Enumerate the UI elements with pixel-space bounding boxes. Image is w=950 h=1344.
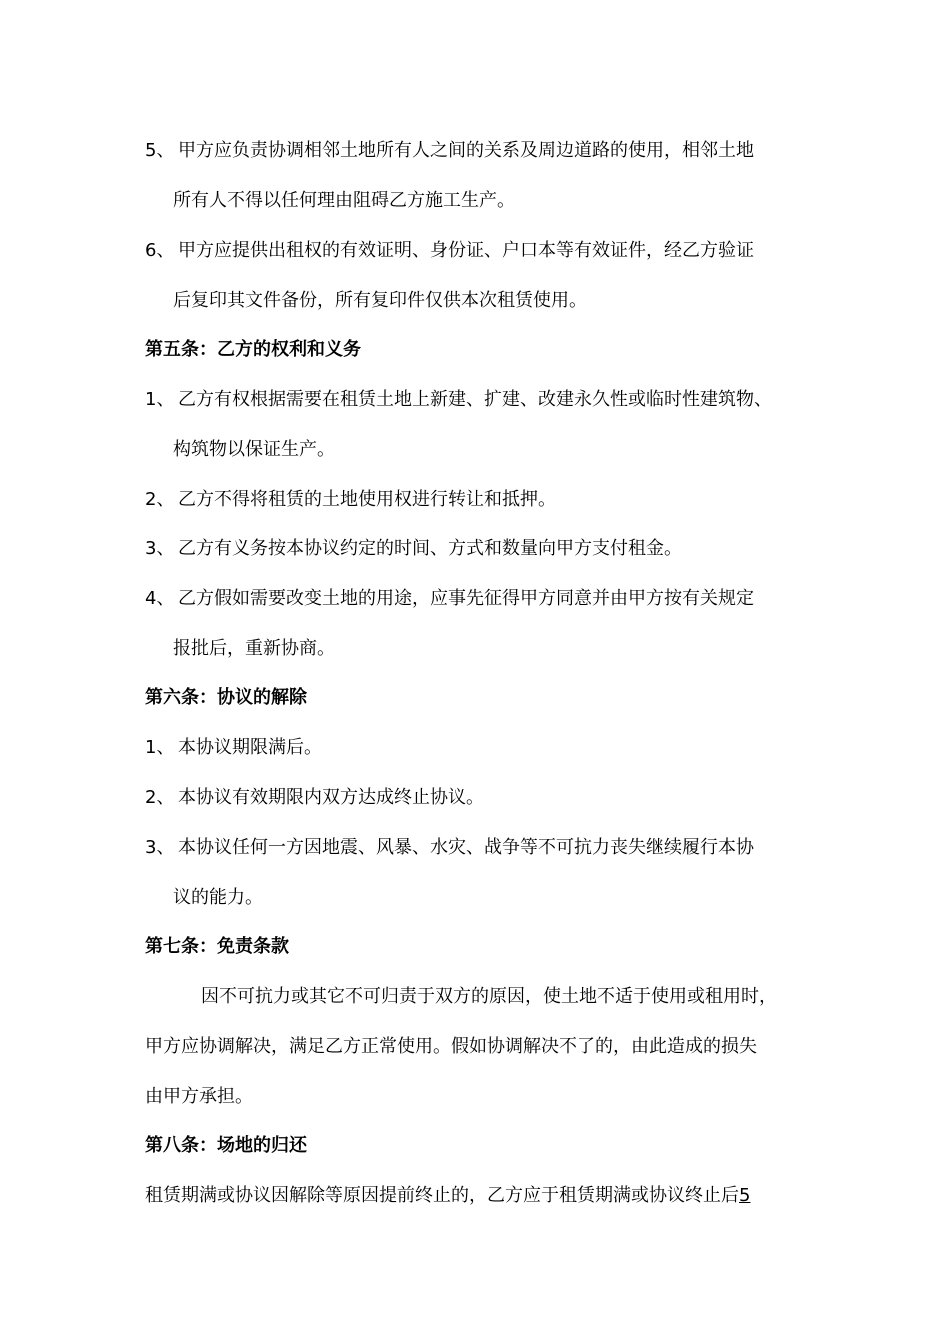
paragraph-line: 因不可抗力或其它不可归责于双方的原因，使土地不适于使用或租用时， <box>201 986 777 1007</box>
list-item <box>145 388 772 412</box>
paragraph-line <box>145 1184 750 1208</box>
list-item <box>145 587 754 611</box>
item-text: 乙方假如需要改变土地的用途，应事先征得甲方同意并由甲方按有关规定 <box>178 588 754 609</box>
section-heading: 第五条：乙方的权利和义务 <box>145 339 361 360</box>
underlined-number: 5 <box>739 1185 751 1206</box>
list-item-continuation: 议的能力。 <box>173 887 263 908</box>
item-text: 甲方应提供出租权的有效证明、身份证、户口本等有效证件，经乙方验证 <box>178 240 754 261</box>
item-text: 乙方有义务按本协议约定的时间、方式和数量向甲方支付租金。 <box>178 538 682 559</box>
item-number: 1、 <box>145 389 175 410</box>
item-number: 2、 <box>145 787 175 808</box>
list-item-continuation: 所有人不得以任何理由阻碍乙方施工生产。 <box>173 190 515 211</box>
list-item-continuation: 构筑物以保证生产。 <box>173 439 335 460</box>
list-item <box>145 239 754 263</box>
item-number: 1、 <box>145 737 175 758</box>
section-heading: 第六条：协议的解除 <box>145 687 307 708</box>
item-number: 6、 <box>145 240 175 261</box>
item-text: 本协议有效期限内双方达成终止协议。 <box>178 787 484 808</box>
item-number: 3、 <box>145 837 175 858</box>
paragraph-line: 甲方应协调解决，满足乙方正常使用。假如协调解决不了的，由此造成的损失 <box>145 1036 757 1057</box>
section-heading: 第八条：场地的归还 <box>145 1135 307 1156</box>
list-item-continuation: 报批后，重新协商。 <box>173 638 335 659</box>
item-number: 2、 <box>145 489 175 510</box>
item-text: 本协议期限满后。 <box>178 737 322 758</box>
item-text: 甲方应负责协调相邻土地所有人之间的关系及周边道路的使用，相邻土地 <box>178 140 754 161</box>
item-number: 5、 <box>145 140 175 161</box>
section-heading: 第七条：免责条款 <box>145 936 289 957</box>
list-item <box>145 537 682 561</box>
list-item <box>145 488 556 512</box>
list-item <box>145 836 754 860</box>
list-item <box>145 786 484 810</box>
list-item <box>145 736 322 760</box>
list-item <box>145 139 754 163</box>
paragraph-text: 租赁期满或协议因解除等原因提前终止的，乙方应于租赁期满或协议终止后 <box>145 1185 739 1206</box>
item-number: 3、 <box>145 538 175 559</box>
item-number: 4、 <box>145 588 175 609</box>
item-text: 本协议任何一方因地震、风暴、水灾、战争等不可抗力丧失继续履行本协 <box>178 837 754 858</box>
list-item-continuation: 后复印其文件备份，所有复印件仅供本次租赁使用。 <box>173 290 587 311</box>
paragraph-line: 由甲方承担。 <box>145 1086 253 1107</box>
item-text: 乙方不得将租赁的土地使用权进行转让和抵押。 <box>178 489 556 510</box>
item-text: 乙方有权根据需要在租赁土地上新建、扩建、改建永久性或临时性建筑物、 <box>178 389 772 410</box>
